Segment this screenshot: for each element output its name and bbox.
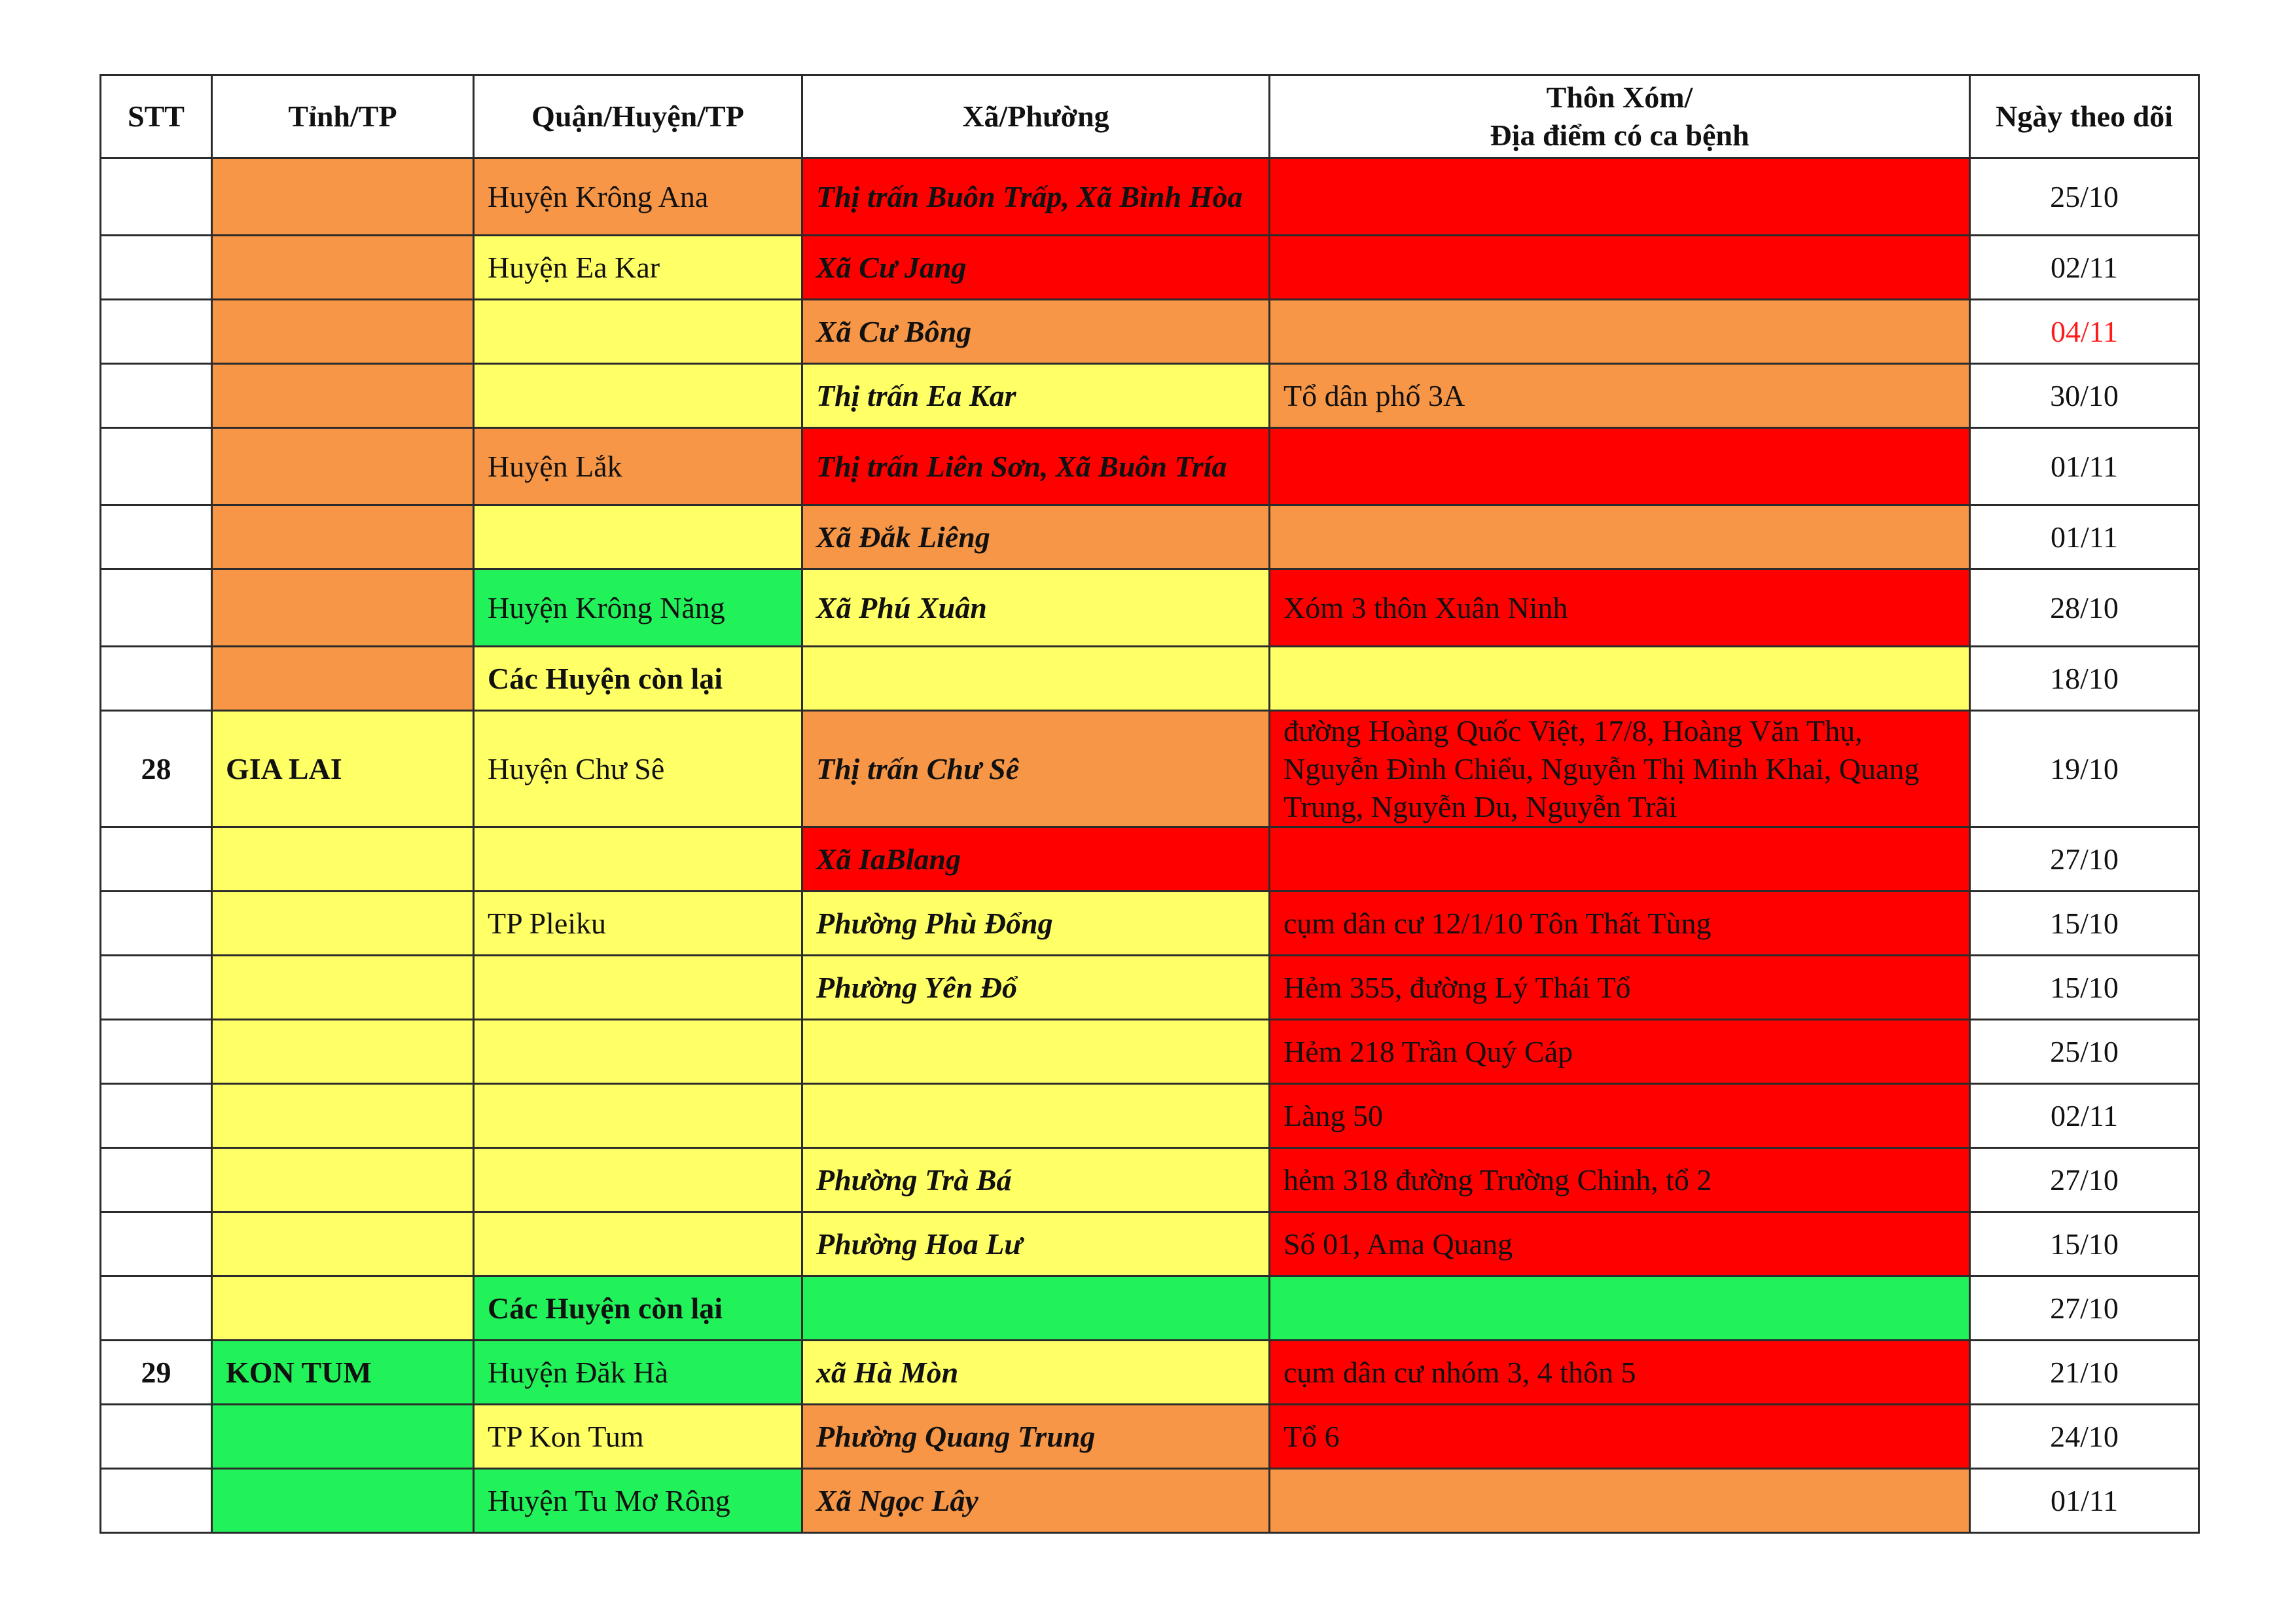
date-cell: 18/10 xyxy=(1970,647,2199,711)
province-cell xyxy=(212,647,474,711)
date-cell: 01/11 xyxy=(1970,428,2199,505)
location-cell xyxy=(1270,158,1970,236)
stt-cell xyxy=(101,158,212,236)
location-cell xyxy=(1270,300,1970,364)
date-cell: 25/10 xyxy=(1970,1020,2199,1084)
location-cell: Tổ 6 xyxy=(1270,1405,1970,1469)
date-cell: 15/10 xyxy=(1970,1212,2199,1276)
location-cell: Hẻm 218 Trần Quý Cáp xyxy=(1270,1020,1970,1084)
stt-cell xyxy=(101,428,212,505)
date-cell: 01/11 xyxy=(1970,505,2199,569)
table-row xyxy=(101,1469,2199,1533)
ward-cell: Thị trấn Ea Kar xyxy=(802,364,1270,428)
district-cell: Các Huyện còn lại xyxy=(474,647,802,711)
stt-cell xyxy=(101,1020,212,1084)
province-cell: KON TUM xyxy=(212,1341,474,1405)
date-cell: 21/10 xyxy=(1970,1341,2199,1405)
location-cell xyxy=(1270,1469,1970,1533)
province-cell: GIA LAI xyxy=(212,711,474,827)
date-cell: 25/10 xyxy=(1970,158,2199,236)
table-row xyxy=(101,827,2199,892)
province-cell xyxy=(212,505,474,569)
table-row xyxy=(101,428,2199,505)
stt-cell: 29 xyxy=(101,1341,212,1405)
table-row xyxy=(101,892,2199,956)
province-cell xyxy=(212,1084,474,1148)
stt-cell xyxy=(101,956,212,1020)
location-cell: Hẻm 355, đường Lý Thái Tổ xyxy=(1270,956,1970,1020)
stt-cell xyxy=(101,1212,212,1276)
date-cell: 04/11 xyxy=(1970,300,2199,364)
table-row xyxy=(101,300,2199,364)
date-cell: 24/10 xyxy=(1970,1405,2199,1469)
table-row xyxy=(101,505,2199,569)
table-row xyxy=(101,1341,2199,1405)
province-cell xyxy=(212,1276,474,1341)
table-row xyxy=(101,647,2199,711)
district-cell: Huyện Tu Mơ Rông xyxy=(474,1469,802,1533)
district-cell: Các Huyện còn lại xyxy=(474,1276,802,1341)
table-row xyxy=(101,569,2199,647)
location-cell: Xóm 3 thôn Xuân Ninh xyxy=(1270,569,1970,647)
district-cell xyxy=(474,1084,802,1148)
district-cell xyxy=(474,300,802,364)
stt-cell xyxy=(101,1084,212,1148)
province-cell xyxy=(212,827,474,892)
date-cell: 27/10 xyxy=(1970,1148,2199,1212)
district-cell: Huyện Lắk xyxy=(474,428,802,505)
province-cell xyxy=(212,428,474,505)
table-body xyxy=(101,158,2199,1533)
ward-cell: Phường Quang Trung xyxy=(802,1405,1270,1469)
district-cell xyxy=(474,505,802,569)
district-cell xyxy=(474,1020,802,1084)
stt-cell xyxy=(101,505,212,569)
table-row xyxy=(101,158,2199,236)
ward-cell: Xã IaBlang xyxy=(802,827,1270,892)
province-cell xyxy=(212,956,474,1020)
header-stt: STT xyxy=(101,75,212,158)
district-cell xyxy=(474,364,802,428)
table-row xyxy=(101,1212,2199,1276)
district-cell: Huyện Krông Năng xyxy=(474,569,802,647)
table-row xyxy=(101,236,2199,300)
province-cell xyxy=(212,364,474,428)
province-cell xyxy=(212,1405,474,1469)
table-row xyxy=(101,1084,2199,1148)
district-cell: Huyện Đăk Hà xyxy=(474,1341,802,1405)
location-cell xyxy=(1270,505,1970,569)
province-cell xyxy=(212,236,474,300)
date-cell: 19/10 xyxy=(1970,711,2199,827)
ward-cell: Xã Cư Bông xyxy=(802,300,1270,364)
ward-cell xyxy=(802,1084,1270,1148)
location-cell: Tổ dân phố 3A xyxy=(1270,364,1970,428)
location-cell: Làng 50 xyxy=(1270,1084,1970,1148)
ward-cell: xã Hà Mòn xyxy=(802,1341,1270,1405)
stt-cell xyxy=(101,827,212,892)
header-district: Quận/Huyện/TP xyxy=(474,75,802,158)
date-cell: 27/10 xyxy=(1970,827,2199,892)
stt-cell xyxy=(101,1405,212,1469)
location-cell: hẻm 318 đường Trường Chinh, tổ 2 xyxy=(1270,1148,1970,1212)
location-cell: cụm dân cư nhóm 3, 4 thôn 5 xyxy=(1270,1341,1970,1405)
header-ward: Xã/Phường xyxy=(802,75,1270,158)
date-cell: 01/11 xyxy=(1970,1469,2199,1533)
district-cell xyxy=(474,1212,802,1276)
stt-cell xyxy=(101,647,212,711)
province-cell xyxy=(212,892,474,956)
table-row xyxy=(101,1276,2199,1341)
ward-cell: Phường Phù Đổng xyxy=(802,892,1270,956)
table-row xyxy=(101,956,2199,1020)
date-cell: 27/10 xyxy=(1970,1276,2199,1341)
ward-cell xyxy=(802,647,1270,711)
stt-cell xyxy=(101,300,212,364)
ward-cell: Thị trấn Chư Sê xyxy=(802,711,1270,827)
location-cell: đường Hoàng Quốc Việt, 17/8, Hoàng Văn Thụ, Nguyễn Đình Chiểu, Nguyễn Thị Minh Khai, Quang Trung, Nguyễn Du, Nguyễn Trãi xyxy=(1270,711,1970,827)
date-cell: 28/10 xyxy=(1970,569,2199,647)
date-cell: 02/11 xyxy=(1970,236,2199,300)
table-row xyxy=(101,364,2199,428)
province-cell xyxy=(212,1212,474,1276)
date-cell: 02/11 xyxy=(1970,1084,2199,1148)
ward-cell: Xã Cư Jang xyxy=(802,236,1270,300)
district-cell: Huyện Chư Sê xyxy=(474,711,802,827)
header-date: Ngày theo dõi xyxy=(1970,75,2199,158)
table-row xyxy=(101,1020,2199,1084)
ward-cell: Phường Yên Đổ xyxy=(802,956,1270,1020)
ward-cell xyxy=(802,1020,1270,1084)
location-cell xyxy=(1270,428,1970,505)
stt-cell xyxy=(101,892,212,956)
province-cell xyxy=(212,158,474,236)
header-province: Tỉnh/TP xyxy=(212,75,474,158)
district-cell xyxy=(474,827,802,892)
stt-cell xyxy=(101,236,212,300)
stt-cell: 28 xyxy=(101,711,212,827)
stt-cell xyxy=(101,364,212,428)
stt-cell xyxy=(101,569,212,647)
header-row xyxy=(101,75,2199,158)
header-location: Thôn Xóm/ Địa điểm có ca bệnh xyxy=(1270,75,1970,158)
district-cell: Huyện Krông Ana xyxy=(474,158,802,236)
ward-cell: Thị trấn Buôn Trấp, Xã Bình Hòa xyxy=(802,158,1270,236)
province-cell xyxy=(212,300,474,364)
stt-cell xyxy=(101,1469,212,1533)
stt-cell xyxy=(101,1148,212,1212)
ward-cell: Thị trấn Liên Sơn, Xã Buôn Tría xyxy=(802,428,1270,505)
province-cell xyxy=(212,569,474,647)
date-cell: 15/10 xyxy=(1970,892,2199,956)
district-cell: TP Kon Tum xyxy=(474,1405,802,1469)
location-cell xyxy=(1270,827,1970,892)
ward-cell xyxy=(802,1276,1270,1341)
stt-cell xyxy=(101,1276,212,1341)
province-cell xyxy=(212,1020,474,1084)
province-cell xyxy=(212,1469,474,1533)
district-cell xyxy=(474,956,802,1020)
ward-cell: Phường Hoa Lư xyxy=(802,1212,1270,1276)
location-cell xyxy=(1270,236,1970,300)
location-cell: cụm dân cư 12/1/10 Tôn Thất Tùng xyxy=(1270,892,1970,956)
district-cell xyxy=(474,1148,802,1212)
district-cell: Huyện Ea Kar xyxy=(474,236,802,300)
location-cell xyxy=(1270,1276,1970,1341)
ward-cell: Phường Trà Bá xyxy=(802,1148,1270,1212)
province-cell xyxy=(212,1148,474,1212)
ward-cell: Xã Đắk Liêng xyxy=(802,505,1270,569)
date-cell: 15/10 xyxy=(1970,956,2199,1020)
district-cell: TP Pleiku xyxy=(474,892,802,956)
table-row xyxy=(101,711,2199,827)
table-row xyxy=(101,1405,2199,1469)
table-row xyxy=(101,1148,2199,1212)
ward-cell: Xã Ngọc Lây xyxy=(802,1469,1270,1533)
location-cell xyxy=(1270,647,1970,711)
ward-cell: Xã Phú Xuân xyxy=(802,569,1270,647)
date-cell: 30/10 xyxy=(1970,364,2199,428)
location-cell: Số 01, Ama Quang xyxy=(1270,1212,1970,1276)
outbreak-table xyxy=(99,74,2200,1534)
